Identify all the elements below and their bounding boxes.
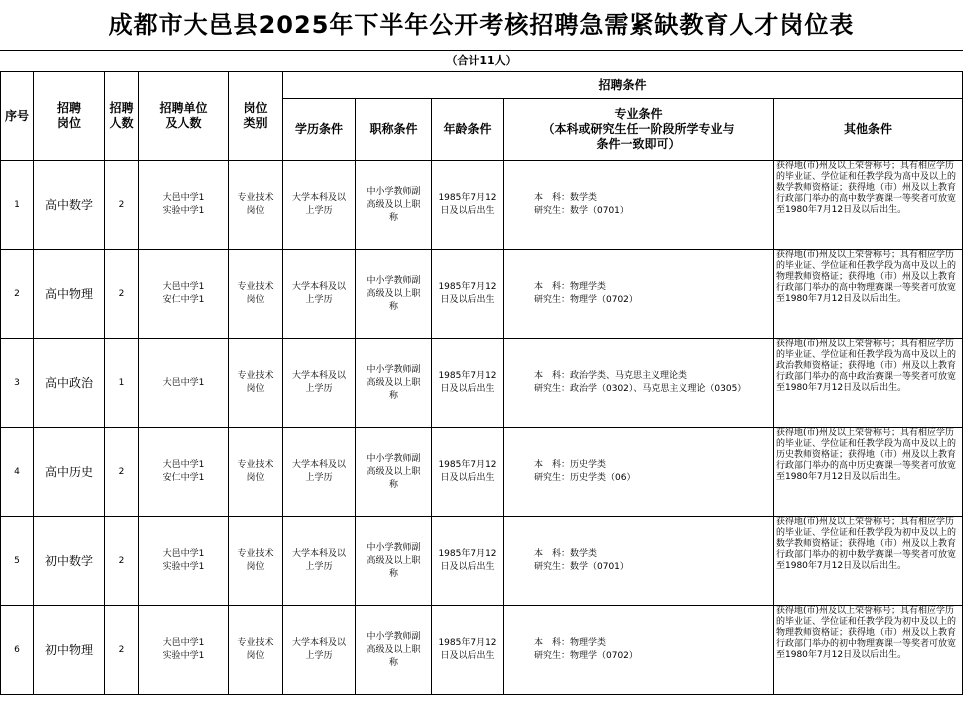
cell-major [504,161,774,250]
major-postgrad: 研究生：物理学（0702） [534,651,638,661]
major-undergrad: 本 科：数学类 [534,193,598,203]
cell-age [432,161,504,250]
cell-title-req [356,428,432,517]
major-postgrad: 研究生：政治学（0302）、马克思主义理论（0305） [534,384,747,394]
cell-major [504,606,774,695]
cell-title-req [356,161,432,250]
cell-education-text: 大学本科及以 上学历 [291,638,346,661]
major-postgrad: 研究生：数学（0701） [534,562,629,572]
cell-education-text: 大学本科及以 上学历 [291,549,346,572]
cell-education-text: 大学本科及以 上学历 [291,460,346,483]
page-title: 成都市大邑县2025年下半年公开考核招聘急需紧缺教育人才岗位表 [108,11,855,39]
header-category-text: 岗位 类别 [243,101,268,130]
recruitment-table [0,71,963,695]
cell-unit-text: 大邑中学1 实验中学1 [162,549,205,572]
cell-category-text: 专业技术 岗位 [237,371,274,394]
cell-age-text: 1985年7月12 日及以后出生 [438,638,497,661]
cell-count: 2 [105,428,139,517]
header-seq: 序号 [1,72,34,161]
cell-other: 获得地(市)州及以上荣誉称号；具有相应学历的毕业证、学位证和任教学段为高中及以上的政治教师资格证；获得地（市）州及以上教育行政部门举办的高中政治赛课一等奖者可放宽至1980年7月12日及以后出生。 [774,339,963,428]
cell-post: 初中数学 [34,517,105,606]
cell-age-text: 1985年7月12 日及以后出生 [438,193,497,216]
cell-title-req [356,517,432,606]
header-count [105,72,139,161]
cell-category-text: 专业技术 岗位 [237,460,274,483]
header-post [34,72,105,161]
cell-count: 2 [105,517,139,606]
table-row [1,250,963,339]
major-postgrad: 研究生：历史学类（06） [534,473,636,483]
total-count: （合计11人） [0,50,963,71]
cell-post: 高中历史 [34,428,105,517]
cell-education [283,339,356,428]
major-postgrad: 研究生：数学（0701） [534,206,629,216]
table-row [1,161,963,250]
cell-unit [139,339,229,428]
header-major-text: 专业条件 （本科或研究生任一阶段所学专业与 条件一致即可） [542,107,735,151]
cell-unit-text: 大邑中学1 实验中学1 [162,193,205,216]
major-undergrad: 本 科：物理学类 [534,638,607,648]
cell-seq: 6 [1,606,34,695]
cell-category-text: 专业技术 岗位 [237,282,274,305]
cell-title-req [356,339,432,428]
cell-major [504,339,774,428]
cell-age-text: 1985年7月12 日及以后出生 [438,282,497,305]
cell-title-req-text: 中小学教师副 高级及以上职 称 [366,186,421,223]
cell-title-req-text: 中小学教师副 高级及以上职 称 [366,631,421,668]
cell-other: 获得地(市)州及以上荣誉称号；具有相应学历的毕业证、学位证和任教学段为高中及以上的物理教师资格证；获得地（市）州及以上教育行政部门举办的高中物理赛课一等奖者可放宽至1980年7月12日及以后出生。 [774,250,963,339]
cell-seq: 2 [1,250,34,339]
cell-title-req [356,250,432,339]
cell-age [432,250,504,339]
cell-category [229,606,283,695]
header-conditions: 招聘条件 [283,72,963,99]
cell-unit-text: 大邑中学1 [162,377,205,388]
cell-category-text: 专业技术 岗位 [237,549,274,572]
cell-count: 2 [105,606,139,695]
cell-education-text: 大学本科及以 上学历 [291,282,346,305]
table-row [1,428,963,517]
major-undergrad: 本 科：数学类 [534,549,598,559]
cell-age [432,517,504,606]
table-row [1,606,963,695]
major-undergrad: 本 科：历史学类 [534,460,607,470]
cell-seq: 5 [1,517,34,606]
cell-title-req-text: 中小学教师副 高级及以上职 称 [366,275,421,312]
header-major [504,99,774,161]
cell-education [283,250,356,339]
cell-major [504,250,774,339]
cell-unit [139,161,229,250]
cell-count: 2 [105,250,139,339]
cell-unit [139,428,229,517]
cell-post: 高中物理 [34,250,105,339]
cell-education [283,606,356,695]
cell-age [432,428,504,517]
cell-seq: 1 [1,161,34,250]
cell-age [432,339,504,428]
header-count-text: 招聘 人数 [109,101,134,130]
header-age: 年龄条件 [432,99,504,161]
cell-unit-text: 大邑中学1 安仁中学1 [162,460,205,483]
table-row [1,517,963,606]
cell-title-req-text: 中小学教师副 高级及以上职 称 [366,542,421,579]
cell-category [229,517,283,606]
header-unit [139,72,229,161]
cell-other: 获得地(市)州及以上荣誉称号；具有相应学历的毕业证、学位证和任教学段为初中及以上的物理教师资格证；获得地（市）州及以上教育行政部门举办的初中物理赛课一等奖者可放宽至1980年7月12日及以后出生。 [774,606,963,695]
cell-post: 初中物理 [34,606,105,695]
header-education: 学历条件 [283,99,356,161]
header-title-req: 职称条件 [356,99,432,161]
header-other: 其他条件 [774,99,963,161]
major-undergrad: 本 科：物理学类 [534,282,607,292]
cell-unit-text: 大邑中学1 实验中学1 [162,638,205,661]
cell-post: 高中政治 [34,339,105,428]
cell-education-text: 大学本科及以 上学历 [291,193,346,216]
cell-title-req-text: 中小学教师副 高级及以上职 称 [366,364,421,401]
cell-major [504,428,774,517]
cell-seq: 4 [1,428,34,517]
cell-education-text: 大学本科及以 上学历 [291,371,346,394]
cell-category-text: 专业技术 岗位 [237,193,274,216]
cell-unit [139,250,229,339]
cell-education [283,161,356,250]
cell-other: 获得地(市)州及以上荣誉称号；具有相应学历的毕业证、学位证和任教学段为初中及以上的数学教师资格证；获得地（市）州及以上教育行政部门举办的初中数学赛课一等奖者可放宽至1980年7月12日及以后出生。 [774,517,963,606]
header-unit-text: 招聘单位 及人数 [159,101,208,130]
cell-title-req [356,606,432,695]
cell-age [432,606,504,695]
cell-unit-text: 大邑中学1 安仁中学1 [162,282,205,305]
cell-age-text: 1985年7月12 日及以后出生 [438,460,497,483]
cell-age-text: 1985年7月12 日及以后出生 [438,371,497,394]
cell-category [229,250,283,339]
cell-post: 高中数学 [34,161,105,250]
cell-title-req-text: 中小学教师副 高级及以上职 称 [366,453,421,490]
cell-seq: 3 [1,339,34,428]
cell-other: 获得地(市)州及以上荣誉称号；具有相应学历的毕业证、学位证和任教学段为高中及以上的数学教师资格证；获得地（市）州及以上教育行政部门举办的高中数学赛课一等奖者可放宽至1980年7月12日及以后出生。 [774,161,963,250]
cell-unit [139,606,229,695]
cell-age-text: 1985年7月12 日及以后出生 [438,549,497,572]
cell-category [229,161,283,250]
cell-category [229,428,283,517]
cell-major [504,517,774,606]
cell-count: 1 [105,339,139,428]
cell-category [229,339,283,428]
header-category [229,72,283,161]
cell-education [283,517,356,606]
table-row [1,339,963,428]
cell-education [283,428,356,517]
cell-unit [139,517,229,606]
header-post-text: 招聘 岗位 [56,101,81,130]
major-undergrad: 本 科：政治学类、马克思主义理论类 [534,371,688,381]
cell-category-text: 专业技术 岗位 [237,638,274,661]
cell-count: 2 [105,161,139,250]
cell-other: 获得地(市)州及以上荣誉称号；具有相应学历的毕业证、学位证和任教学段为高中及以上的历史教师资格证；获得地（市）州及以上教育行政部门举办的高中历史赛课一等奖者可放宽至1980年7月12日及以后出生。 [774,428,963,517]
major-postgrad: 研究生：物理学（0702） [534,295,638,305]
